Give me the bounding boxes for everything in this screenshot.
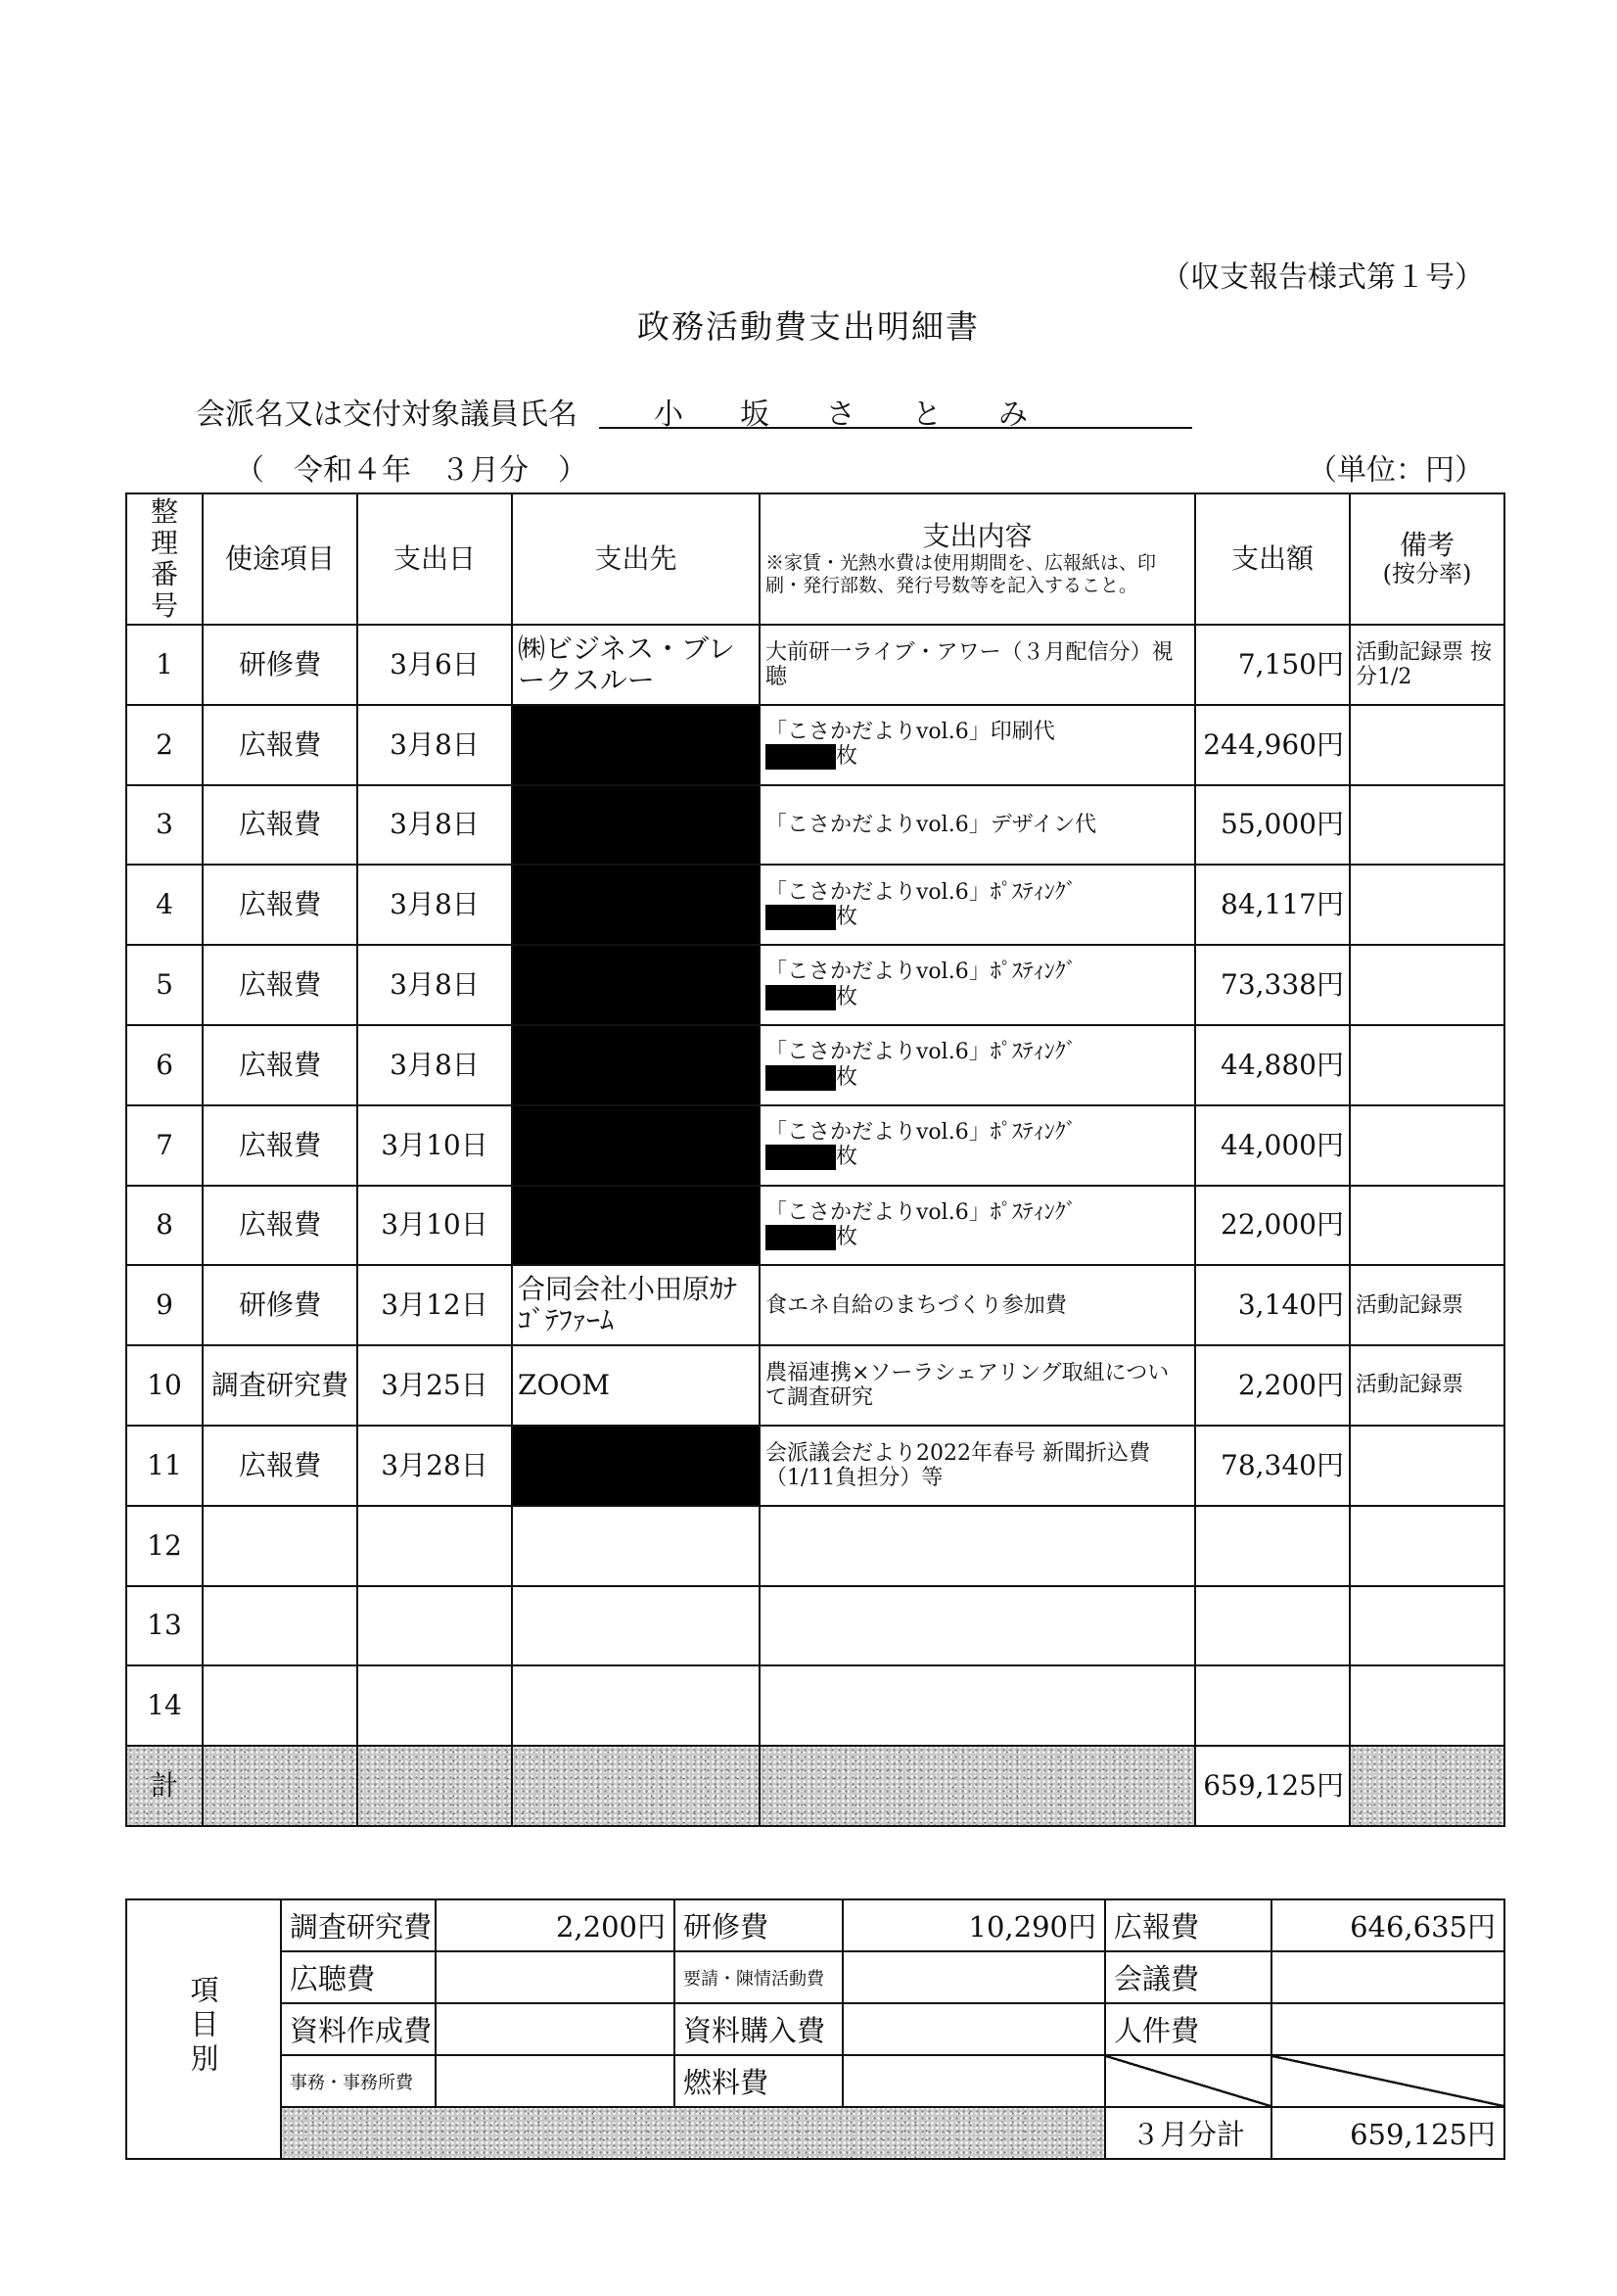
- summary-item-value: [436, 2055, 674, 2107]
- row-content-suffix: 枚: [836, 744, 858, 770]
- table-row: [126, 1345, 1504, 1426]
- col-remarks-title: 備考: [1399, 529, 1455, 562]
- row-date: 3月8日: [357, 865, 512, 945]
- form-number: （収支報告様式第１号）: [1161, 260, 1484, 295]
- row-date: 3月8日: [357, 945, 512, 1025]
- redacted-payee: [512, 1105, 760, 1186]
- period: （ 令和４年 ３月分 ）: [235, 453, 587, 488]
- row-remarks: 活動記録票 按分1/2: [1350, 625, 1504, 705]
- summary-filler: [281, 2107, 1105, 2159]
- row-amount: 44,880円: [1195, 1025, 1350, 1105]
- row-category: 広報費: [203, 865, 357, 945]
- row-remarks: [1350, 1586, 1504, 1666]
- month-total-label: ３月分計: [1105, 2107, 1271, 2159]
- table-row: [126, 1506, 1504, 1586]
- summary-item-value: 646,635円: [1271, 1899, 1504, 1951]
- col-payee: 支出先: [512, 493, 760, 625]
- row-content-suffix: 枚: [836, 1145, 858, 1170]
- summary-item-label: 燃料費: [674, 2055, 843, 2107]
- row-category: [203, 1506, 357, 1586]
- row-date: 3月6日: [357, 625, 512, 705]
- row-amount: 3,140円: [1195, 1265, 1350, 1345]
- summary-item-label: 要請・陳情活動費: [674, 1951, 843, 2003]
- total-filler: [203, 1746, 357, 1826]
- row-content-text: 「こさかだよりvol.6」ﾎﾟｽﾃｨﾝｸﾞ: [765, 960, 1077, 985]
- summary-item-label: 研修費: [674, 1899, 843, 1951]
- row-category: 研修費: [203, 1265, 357, 1345]
- table-row: [126, 1586, 1504, 1666]
- summary-blank-cell: [1271, 2055, 1504, 2107]
- row-remarks: [1350, 1025, 1504, 1105]
- row-amount: [1195, 1586, 1350, 1666]
- col-remarks-sub: (按分率): [1382, 560, 1472, 588]
- row-remarks: [1350, 1665, 1504, 1746]
- row-category: 研修費: [203, 625, 357, 705]
- redacted-count: [765, 985, 836, 1010]
- row-content-text: 「こさかだよりvol.6」印刷代: [765, 720, 1055, 745]
- row-content: [760, 1426, 1195, 1506]
- row-content: [760, 865, 1195, 945]
- row-remarks: [1350, 1105, 1504, 1186]
- summary-item-label: 会議費: [1105, 1951, 1271, 2003]
- summary-item-value: [436, 2003, 674, 2055]
- row-remarks: [1350, 785, 1504, 866]
- name-value: 小坂さとみ: [599, 390, 1192, 429]
- row-no: 7: [126, 1105, 203, 1186]
- row-amount: 84,117円: [1195, 865, 1350, 945]
- row-amount: [1195, 1665, 1350, 1746]
- summary-item-value: 10,290円: [843, 1899, 1105, 1951]
- table-row: [126, 1105, 1504, 1186]
- table-row: [126, 1025, 1504, 1105]
- row-content-text: 食エネ自給のまちづくり参加費: [765, 1292, 1067, 1318]
- redacted-count: [765, 1065, 836, 1091]
- row-content-suffix: 枚: [836, 1064, 858, 1090]
- summary-item-value: [843, 1951, 1105, 2003]
- row-content-suffix: 枚: [836, 904, 858, 929]
- row-amount: 55,000円: [1195, 785, 1350, 866]
- row-amount: 244,960円: [1195, 705, 1350, 785]
- row-no: 1: [126, 625, 203, 705]
- row-remarks: 活動記録票: [1350, 1265, 1504, 1345]
- row-category: 広報費: [203, 1426, 357, 1506]
- row-no: 14: [126, 1665, 203, 1746]
- row-content-text: 大前研一ライブ・アワー（３月配信分）視聴: [765, 639, 1174, 689]
- summary-row: [126, 1899, 1504, 1951]
- row-date: [357, 1506, 512, 1586]
- row-no: 11: [126, 1426, 203, 1506]
- row-remarks: [1350, 705, 1504, 785]
- row-date: 3月8日: [357, 1025, 512, 1105]
- row-date: 3月25日: [357, 1345, 512, 1426]
- row-category: 広報費: [203, 1186, 357, 1266]
- row-date: 3月10日: [357, 1186, 512, 1266]
- summary-item-value: 2,200円: [436, 1899, 674, 1951]
- row-content-text: 「こさかだよりvol.6」ﾎﾟｽﾃｨﾝｸﾞ: [765, 1199, 1077, 1225]
- row-date: [357, 1586, 512, 1666]
- row-content: [760, 625, 1195, 705]
- row-amount: 78,340円: [1195, 1426, 1350, 1506]
- col-date: 支出日: [357, 493, 512, 625]
- row-content-text: 「こさかだよりvol.6」ﾎﾟｽﾃｨﾝｸﾞ: [765, 879, 1077, 905]
- row-no: 6: [126, 1025, 203, 1105]
- row-amount: 73,338円: [1195, 945, 1350, 1025]
- col-amount: 支出額: [1195, 493, 1350, 625]
- total-filler: [1350, 1746, 1504, 1826]
- row-payee: ㈱ビジネス・ブレークスルー: [512, 625, 760, 705]
- table-row: [126, 1265, 1504, 1345]
- summary-row: [126, 1951, 1504, 2003]
- row-date: [357, 1665, 512, 1746]
- row-content: [760, 1506, 1195, 1586]
- row-amount: [1195, 1506, 1350, 1586]
- row-content-text: 農福連携×ソーラシェアリング取組について調査研究: [765, 1360, 1170, 1411]
- row-category: 広報費: [203, 1105, 357, 1186]
- row-payee: [512, 1586, 760, 1666]
- summary-item-value: [1271, 1951, 1504, 2003]
- row-remarks: [1350, 1426, 1504, 1506]
- col-content-title: 支出内容: [922, 520, 1033, 553]
- row-content-text: 「こさかだよりvol.6」ﾎﾟｽﾃｨﾝｸﾞ: [765, 1040, 1077, 1065]
- row-content-text: 会派議会だより2022年春号 新聞折込費（1/11負担分）等: [765, 1440, 1150, 1490]
- row-no: 10: [126, 1345, 203, 1426]
- row-content: [760, 1105, 1195, 1186]
- unit-label: （単位：円）: [1308, 453, 1484, 488]
- document-title: 政務活動費支出明細書: [637, 307, 980, 346]
- row-remarks: [1350, 945, 1504, 1025]
- total-label: 計: [126, 1746, 203, 1826]
- redacted-count: [765, 1225, 836, 1250]
- redacted-count: [765, 744, 836, 770]
- redacted-payee: [512, 1025, 760, 1105]
- row-no: 9: [126, 1265, 203, 1345]
- table-row: [126, 705, 1504, 785]
- row-no: 5: [126, 945, 203, 1025]
- row-no: 12: [126, 1506, 203, 1586]
- summary-item-value: [843, 2003, 1105, 2055]
- summary-item-label: 広報費: [1105, 1899, 1271, 1951]
- summary-item-label: 資料購入費: [674, 2003, 843, 2055]
- row-content-text: 「こさかだよりvol.6」ﾎﾟｽﾃｨﾝｸﾞ: [765, 1120, 1077, 1146]
- table-row: [126, 1426, 1504, 1506]
- summary-item-label: 広聴費: [281, 1951, 436, 2003]
- row-amount: 44,000円: [1195, 1105, 1350, 1186]
- total-amount: 659,125円: [1195, 1746, 1350, 1826]
- row-payee: ZOOM: [512, 1345, 760, 1426]
- row-amount: 2,200円: [1195, 1345, 1350, 1426]
- total-filler: [357, 1746, 512, 1826]
- row-date: 3月8日: [357, 705, 512, 785]
- redacted-count: [765, 905, 836, 930]
- redacted-payee: [512, 865, 760, 945]
- row-category: 調査研究費: [203, 1345, 357, 1426]
- row-no: 2: [126, 705, 203, 785]
- row-content: [760, 1186, 1195, 1266]
- redacted-payee: [512, 705, 760, 785]
- month-total-value: 659,125円: [1271, 2107, 1504, 2159]
- row-date: 3月12日: [357, 1265, 512, 1345]
- row-date: 3月28日: [357, 1426, 512, 1506]
- summary-side-label-cell: [126, 1899, 281, 2159]
- row-category: [203, 1665, 357, 1746]
- row-remarks: [1350, 865, 1504, 945]
- summary-side-label: 項目別: [186, 1974, 220, 2078]
- table-row: [126, 1665, 1504, 1746]
- redacted-payee: [512, 785, 760, 866]
- table-row: [126, 785, 1504, 866]
- total-filler: [512, 1746, 760, 1826]
- row-content: [760, 785, 1195, 866]
- summary-item-label: 調査研究費: [281, 1899, 436, 1951]
- table-row: [126, 865, 1504, 945]
- summary-total-row: [126, 2107, 1504, 2159]
- expense-table: [125, 492, 1505, 1827]
- col-content-note: ※家賃・光熱水費は使用期間を、広報紙は、印刷・発行部数、発行号数等を記入すること。: [765, 552, 1157, 597]
- row-content: [760, 1265, 1195, 1345]
- table-row: [126, 945, 1504, 1025]
- row-remarks: 活動記録票: [1350, 1345, 1504, 1426]
- redacted-payee: [512, 945, 760, 1025]
- row-payee: [512, 1506, 760, 1586]
- col-remarks: [1350, 493, 1504, 625]
- row-content: [760, 1665, 1195, 1746]
- summary-item-value: [1271, 2003, 1504, 2055]
- row-content-suffix: 枚: [836, 984, 858, 1009]
- row-content: [760, 705, 1195, 785]
- row-no: 4: [126, 865, 203, 945]
- row-content-text: 「こさかだよりvol.6」デザイン代: [765, 812, 1097, 837]
- summary-row: [126, 2003, 1504, 2055]
- redacted-count: [765, 1145, 836, 1170]
- row-amount: 7,150円: [1195, 625, 1350, 705]
- row-content: [760, 1586, 1195, 1666]
- col-no: 整理番号: [126, 493, 203, 625]
- summary-blank-cell: [1105, 2055, 1271, 2107]
- redacted-payee: [512, 1186, 760, 1266]
- row-content-suffix: 枚: [836, 1225, 858, 1250]
- row-date: 3月10日: [357, 1105, 512, 1186]
- row-payee: [512, 1665, 760, 1746]
- summary-item-label: 資料作成費: [281, 2003, 436, 2055]
- table-row: [126, 1186, 1504, 1266]
- col-category: 使途項目: [203, 493, 357, 625]
- name-row: [196, 390, 1085, 433]
- summary-item-value: [436, 1951, 674, 2003]
- redacted-payee: [512, 1426, 760, 1506]
- row-date: 3月8日: [357, 785, 512, 866]
- row-amount: 22,000円: [1195, 1186, 1350, 1266]
- row-remarks: [1350, 1506, 1504, 1586]
- summary-row: [126, 2055, 1504, 2107]
- row-no: 13: [126, 1586, 203, 1666]
- summary-table: [125, 1898, 1505, 2160]
- table-row: [126, 625, 1504, 705]
- row-content: [760, 1025, 1195, 1105]
- row-remarks: [1350, 1186, 1504, 1266]
- summary-item-label: 事務・事務所費: [281, 2055, 436, 2107]
- row-category: 広報費: [203, 785, 357, 866]
- summary-item-value: [843, 2055, 1105, 2107]
- row-no: 8: [126, 1186, 203, 1266]
- col-content: [760, 493, 1195, 625]
- row-content: [760, 1345, 1195, 1426]
- total-filler: [760, 1746, 1195, 1826]
- row-no: 3: [126, 785, 203, 866]
- row-category: [203, 1586, 357, 1666]
- row-category: 広報費: [203, 945, 357, 1025]
- row-content: [760, 945, 1195, 1025]
- row-category: 広報費: [203, 705, 357, 785]
- row-payee: 合同会社小田原ｶﾅｺﾞﾃﾌｧｰﾑ: [512, 1265, 760, 1345]
- summary-item-label: 人件費: [1105, 2003, 1271, 2055]
- row-category: 広報費: [203, 1025, 357, 1105]
- name-label: 会派名又は交付対象議員氏名: [196, 398, 578, 432]
